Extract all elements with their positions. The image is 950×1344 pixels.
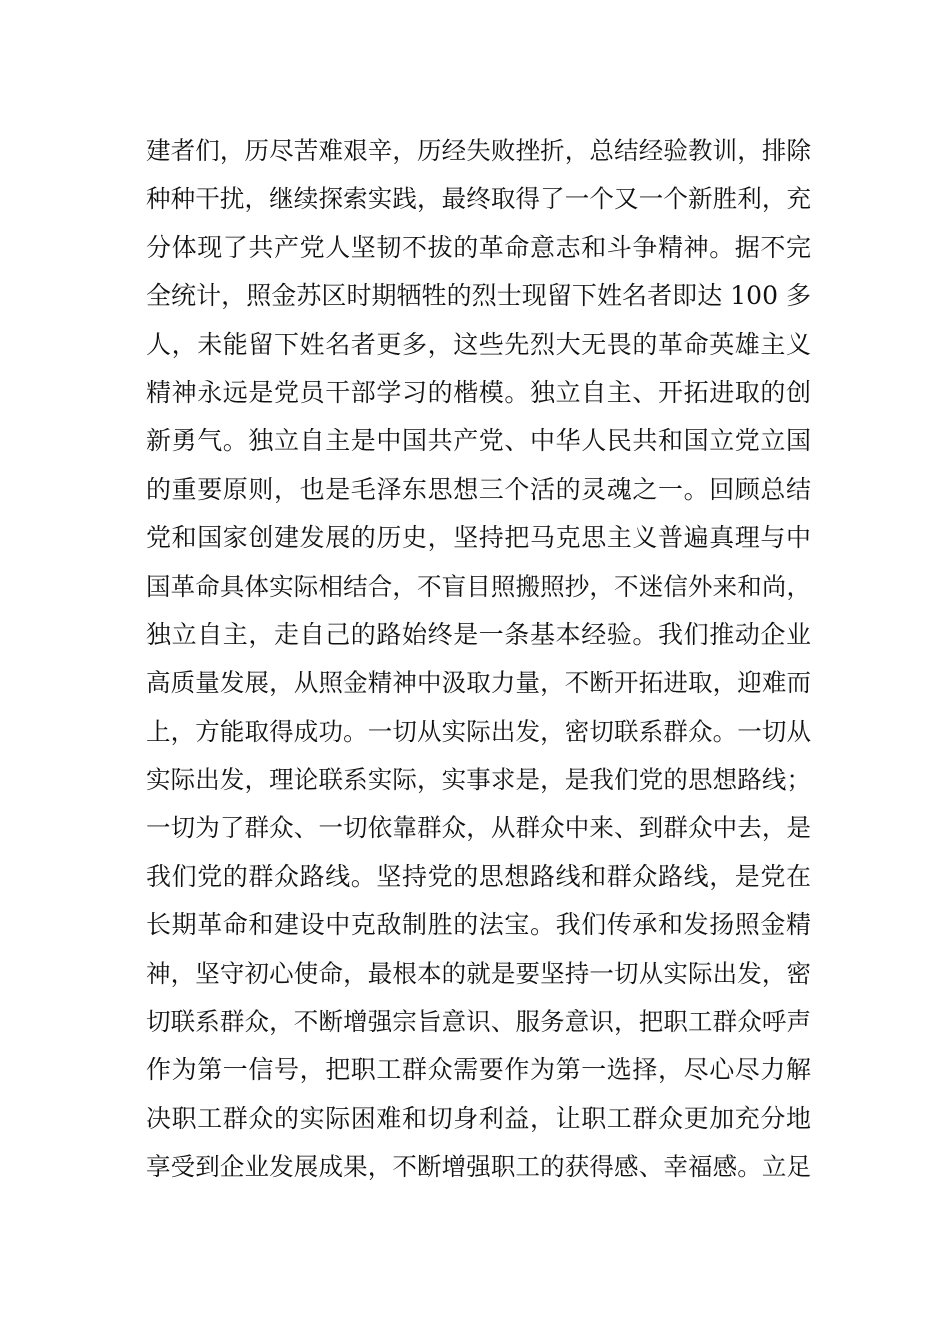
text-line: 神，坚守初心使命，最根本的就是要坚持一切从实际出发，密 [146,958,811,988]
text-line: 一切为了群众、一切依靠群众，从群众中来、到群众中去，是 [146,813,811,843]
text-line: 决职工群众的实际困难和切身利益，让职工群众更加充分地 [146,1103,811,1133]
text-line: 精神永远是党员干部学习的楷模。独立自主、开拓进取的创 [146,377,811,407]
text-line: 新勇气。独立自主是中国共产党、中华人民共和国立党立国 [146,426,811,456]
text-line: 独立自主，走自己的路始终是一条基本经验。我们推动企业 [146,619,811,649]
text-line: 种种干扰，继续探索实践，最终取得了一个又一个新胜利，充 [146,184,811,214]
text-line: 分体现了共产党人坚韧不拔的革命意志和斗争精神。据不完 [146,232,811,262]
text-line: 上，方能取得成功。一切从实际出发，密切联系群众。一切从 [146,716,811,746]
text-line: 全统计，照金苏区时期牺牲的烈士现留下姓名者即达 100 多 [146,281,811,311]
body-paragraph [146,127,811,1192]
text-line: 人，未能留下姓名者更多，这些先烈大无畏的革命英雄主义 [146,329,811,359]
text-line: 享受到企业发展成果，不断增强职工的获得感、幸福感。立足 [146,1152,811,1182]
text-line: 国革命具体实际相结合，不盲目照搬照抄，不迷信外来和尚， [146,571,811,601]
text-line: 党和国家创建发展的历史，坚持把马克思主义普遍真理与中 [146,523,811,553]
text-line: 长期革命和建设中克敌制胜的法宝。我们传承和发扬照金精 [146,910,811,940]
text-line: 建者们，历尽苦难艰辛，历经失败挫折，总结经验教训，排除 [146,136,811,165]
text-line: 实际出发，理论联系实际，实事求是，是我们党的思想路线； [146,765,811,795]
text-line: 我们党的群众路线。坚持党的思想路线和群众路线，是党在 [146,861,811,891]
text-line: 高质量发展，从照金精神中汲取力量，不断开拓进取，迎难而 [146,668,811,698]
text-line: 切联系群众，不断增强宗旨意识、服务意识，把职工群众呼声 [146,1007,811,1037]
text-line: 作为第一信号，把职工群众需要作为第一选择，尽心尽力解 [146,1055,811,1085]
text-line: 的重要原则，也是毛泽东思想三个活的灵魂之一。回顾总结 [146,474,811,504]
